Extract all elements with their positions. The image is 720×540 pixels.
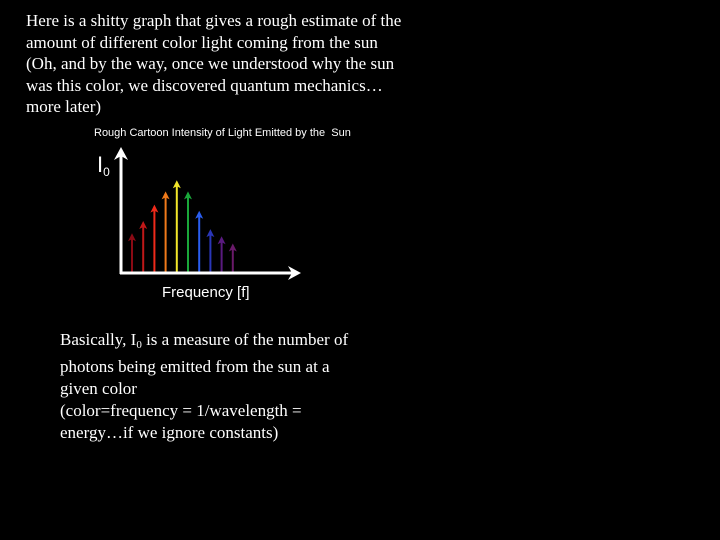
intensity-arrow: [162, 191, 170, 272]
explanation-line-1: [60, 329, 400, 356]
intensity-arrow: [218, 236, 226, 272]
explanation-line-1-post: is a measure of the number of: [141, 330, 349, 349]
explanation-line-2: photons being emitted from the sun at a: [60, 357, 330, 376]
explanation-line-1-pre: Basically, I: [60, 330, 137, 349]
explanation-line-4: (color=frequency = 1/wavelength =: [60, 401, 302, 420]
intensity-arrow: [184, 191, 192, 272]
axes: [114, 147, 301, 280]
explanation-subscript: 0: [136, 339, 142, 351]
explanation-text: [60, 329, 400, 444]
arrows-layer: [128, 180, 237, 272]
intensity-arrow: [195, 211, 203, 272]
intro-text: Here is a shitty graph that gives a rough estimate of the amount of different color light coming from the sun (Oh, and by the way, once we understood why the sun was this color, we discovered quantum mechanics… more later): [26, 11, 402, 116]
explanation-line-3: given color: [60, 379, 137, 398]
y-axis-label-main: I: [97, 152, 104, 177]
intensity-arrow: [173, 180, 181, 272]
x-axis-label: Frequency [f]: [162, 284, 250, 301]
intensity-arrow: [128, 233, 136, 272]
intensity-arrow: [206, 229, 214, 272]
intensity-arrow: [229, 243, 237, 272]
chart-title: Rough Cartoon Intensity of Light Emitted by the Sun: [94, 127, 351, 139]
explanation-line-5: energy…if we ignore constants): [60, 423, 279, 442]
intensity-arrow: [150, 205, 158, 272]
intensity-arrow: [139, 221, 147, 272]
y-axis-label-subscript: 0: [103, 165, 110, 179]
